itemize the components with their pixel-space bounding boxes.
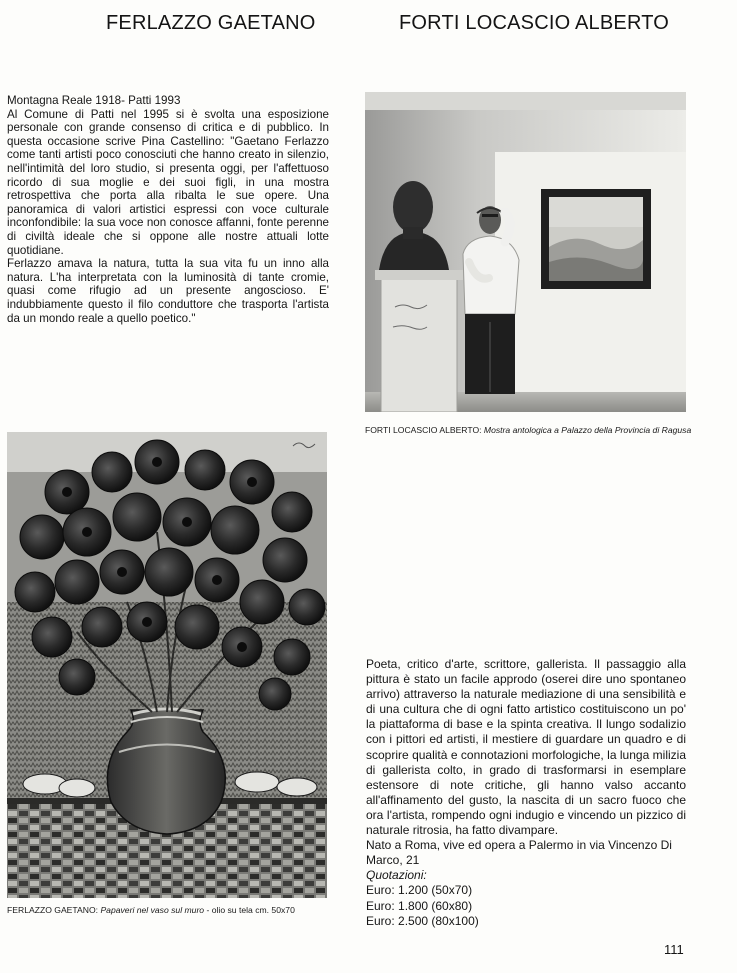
forti-biography [366, 657, 686, 929]
caption-painting-title: Papaveri nel vaso sul muro [100, 905, 205, 915]
painting-poppies-in-vase [7, 432, 327, 898]
caption-artist-name: FORTI LOCASCIO ALBERTO: [365, 425, 482, 435]
ferlazzo-bio-paragraph: Al Comune di Patti nel 1995 si è svolta una esposizione personale con grande consenso di critica e di pubblico. In questa occasione scrive Pina Castellino: "Gaetano Ferlazzo come tanti artisti poco conosciuti che hanno creato in silenzio, nell'intimità del loro studio, si presenta oggi, per l'affettuoso ricordo di sua moglie e dei suoi figli, in una mostra retrospettiva che porta alla ribalta le sue opere. Una panoramica di valori artistici espressi con voce culturale inconfondibile: la sua voce non conosce affanni, fonte perenne di civiltà ideale che si oppone alle nostre attuali lotte quotidiane. [7, 107, 329, 257]
forti-bio-paragraph: Poeta, critico d'arte, scrittore, gallerista. Il passaggio alla pittura è stato un facile approdo (oserei dire uno spontaneo arrivo) attraverso la naturale mediazione di una sensibilità e di una cultura che di ogni fatto artistico costituiscono un po' la piattaforma di base e la spinta creativa. Il lungo sodalizio con i pittori ed artisti, il mestiere di guardare un quadro e di scoprire qualità e connotazioni morfologiche, la lunga milizia di gallerista colto, in grado di trasformarsi in esemplare estensore di note critiche, gli hanno valso accanto all'affinamento del gusto, la nascita di un sacro fuoco che ora l'artista, rompendo ogni indugio e vincendo un pizzico di naturale ritrosia, ha fatto divampare. [366, 657, 686, 838]
forti-bio-residence: Nato a Roma, vive ed opera a Palermo in via Vincenzo Di Marco, 21 [366, 838, 672, 868]
painting-illustration [7, 432, 327, 898]
quotation-line: Euro: 1.800 (60x80) [366, 898, 473, 913]
caption-artist-name: FERLAZZO GAETANO: [7, 905, 99, 915]
page-number: 111 [664, 942, 684, 957]
quotation-line: Euro: 2.500 (80x100) [366, 913, 479, 928]
ferlazzo-bio-dates: Montagna Reale 1918- Patti 1993 [7, 94, 181, 107]
quotations-label: Quotazioni: [366, 868, 427, 883]
heading-ferlazzo-gaetano: FERLAZZO GAETANO [106, 12, 316, 34]
exhibition-photo [365, 92, 686, 412]
heading-forti-locascio-alberto: FORTI LOCASCIO ALBERTO [399, 12, 670, 34]
exhibition-photo-caption [365, 425, 695, 436]
caption-painting-details: - olio su tela cm. 50x70 [204, 905, 295, 915]
ferlazzo-biography [7, 94, 329, 325]
ferlazzo-bio-paragraph: Ferlazzo amava la natura, tutta la sua vita fu un inno alla natura. L'ha interpretata con la luminosità di tante cromie, quasi come rifugio ad un presente angoscioso. E' indubbiamente questo il filo conduttore che trasporta l'artista da un mondo reale a quello poetico." [7, 257, 329, 325]
exhibition-photo-illustration [365, 92, 686, 412]
painting-caption [7, 905, 332, 916]
quotation-line: Euro: 1.200 (50x70) [366, 883, 473, 898]
caption-photo-title: Mostra antologica a Palazzo della Provincia di Ragusa [483, 425, 692, 435]
